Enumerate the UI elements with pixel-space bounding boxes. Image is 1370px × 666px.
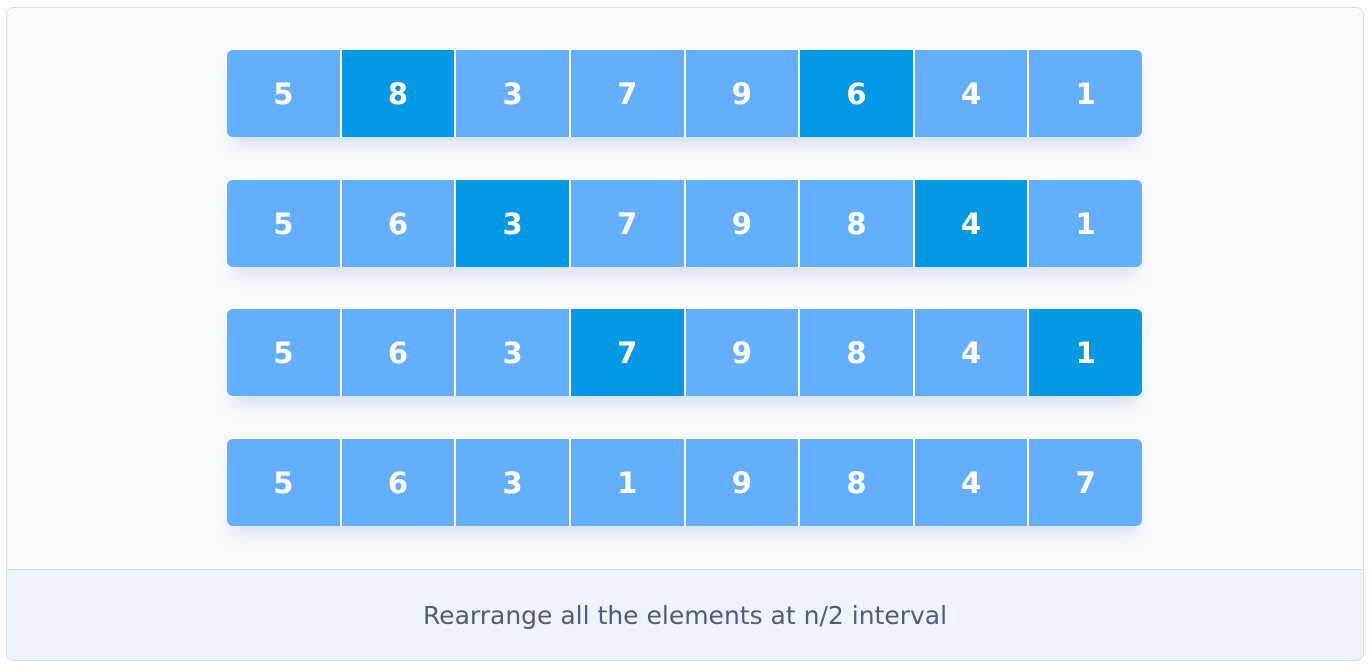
- array-cell: 7: [571, 180, 686, 267]
- shell-sort-figure: [7, 8, 1363, 569]
- array-cell: 9: [686, 309, 801, 396]
- array-cell-highlighted: 3: [456, 180, 571, 267]
- array-cell: 8: [800, 180, 915, 267]
- array-row-2: [227, 180, 1142, 267]
- figure-caption: Rearrange all the elements at n/2 interval: [422, 601, 948, 630]
- array-row-4: [227, 439, 1142, 526]
- array-cell: 1: [1029, 180, 1142, 267]
- array-cell: 8: [800, 309, 915, 396]
- array-row-1: [227, 50, 1142, 137]
- array-cell-highlighted: 8: [342, 50, 457, 137]
- array-cell: 6: [342, 180, 457, 267]
- array-cell: 3: [456, 439, 571, 526]
- array-cell: 5: [227, 50, 342, 137]
- array-cell: 5: [227, 180, 342, 267]
- array-cell: 1: [571, 439, 686, 526]
- array-cell: 3: [456, 50, 571, 137]
- array-cell: 9: [686, 439, 801, 526]
- array-cell: 4: [915, 309, 1030, 396]
- array-cell: 4: [915, 50, 1030, 137]
- array-cell: 9: [686, 50, 801, 137]
- array-cell: 8: [800, 439, 915, 526]
- diagram-card: [6, 7, 1364, 661]
- caption-bar: [7, 569, 1363, 661]
- array-cell: 9: [686, 180, 801, 267]
- array-cell-highlighted: 4: [915, 180, 1030, 267]
- array-cell: 1: [1029, 50, 1142, 137]
- array-row-3: [227, 309, 1142, 396]
- array-cell-highlighted: 1: [1029, 309, 1142, 396]
- array-cell: 3: [456, 309, 571, 396]
- array-cell: 7: [1029, 439, 1142, 526]
- array-cell-highlighted: 6: [800, 50, 915, 137]
- array-cell: 5: [227, 439, 342, 526]
- array-cell: 7: [571, 50, 686, 137]
- array-cell: 4: [915, 439, 1030, 526]
- array-cell: 5: [227, 309, 342, 396]
- array-cell: 6: [342, 439, 457, 526]
- array-cell-highlighted: 7: [571, 309, 686, 396]
- array-cell: 6: [342, 309, 457, 396]
